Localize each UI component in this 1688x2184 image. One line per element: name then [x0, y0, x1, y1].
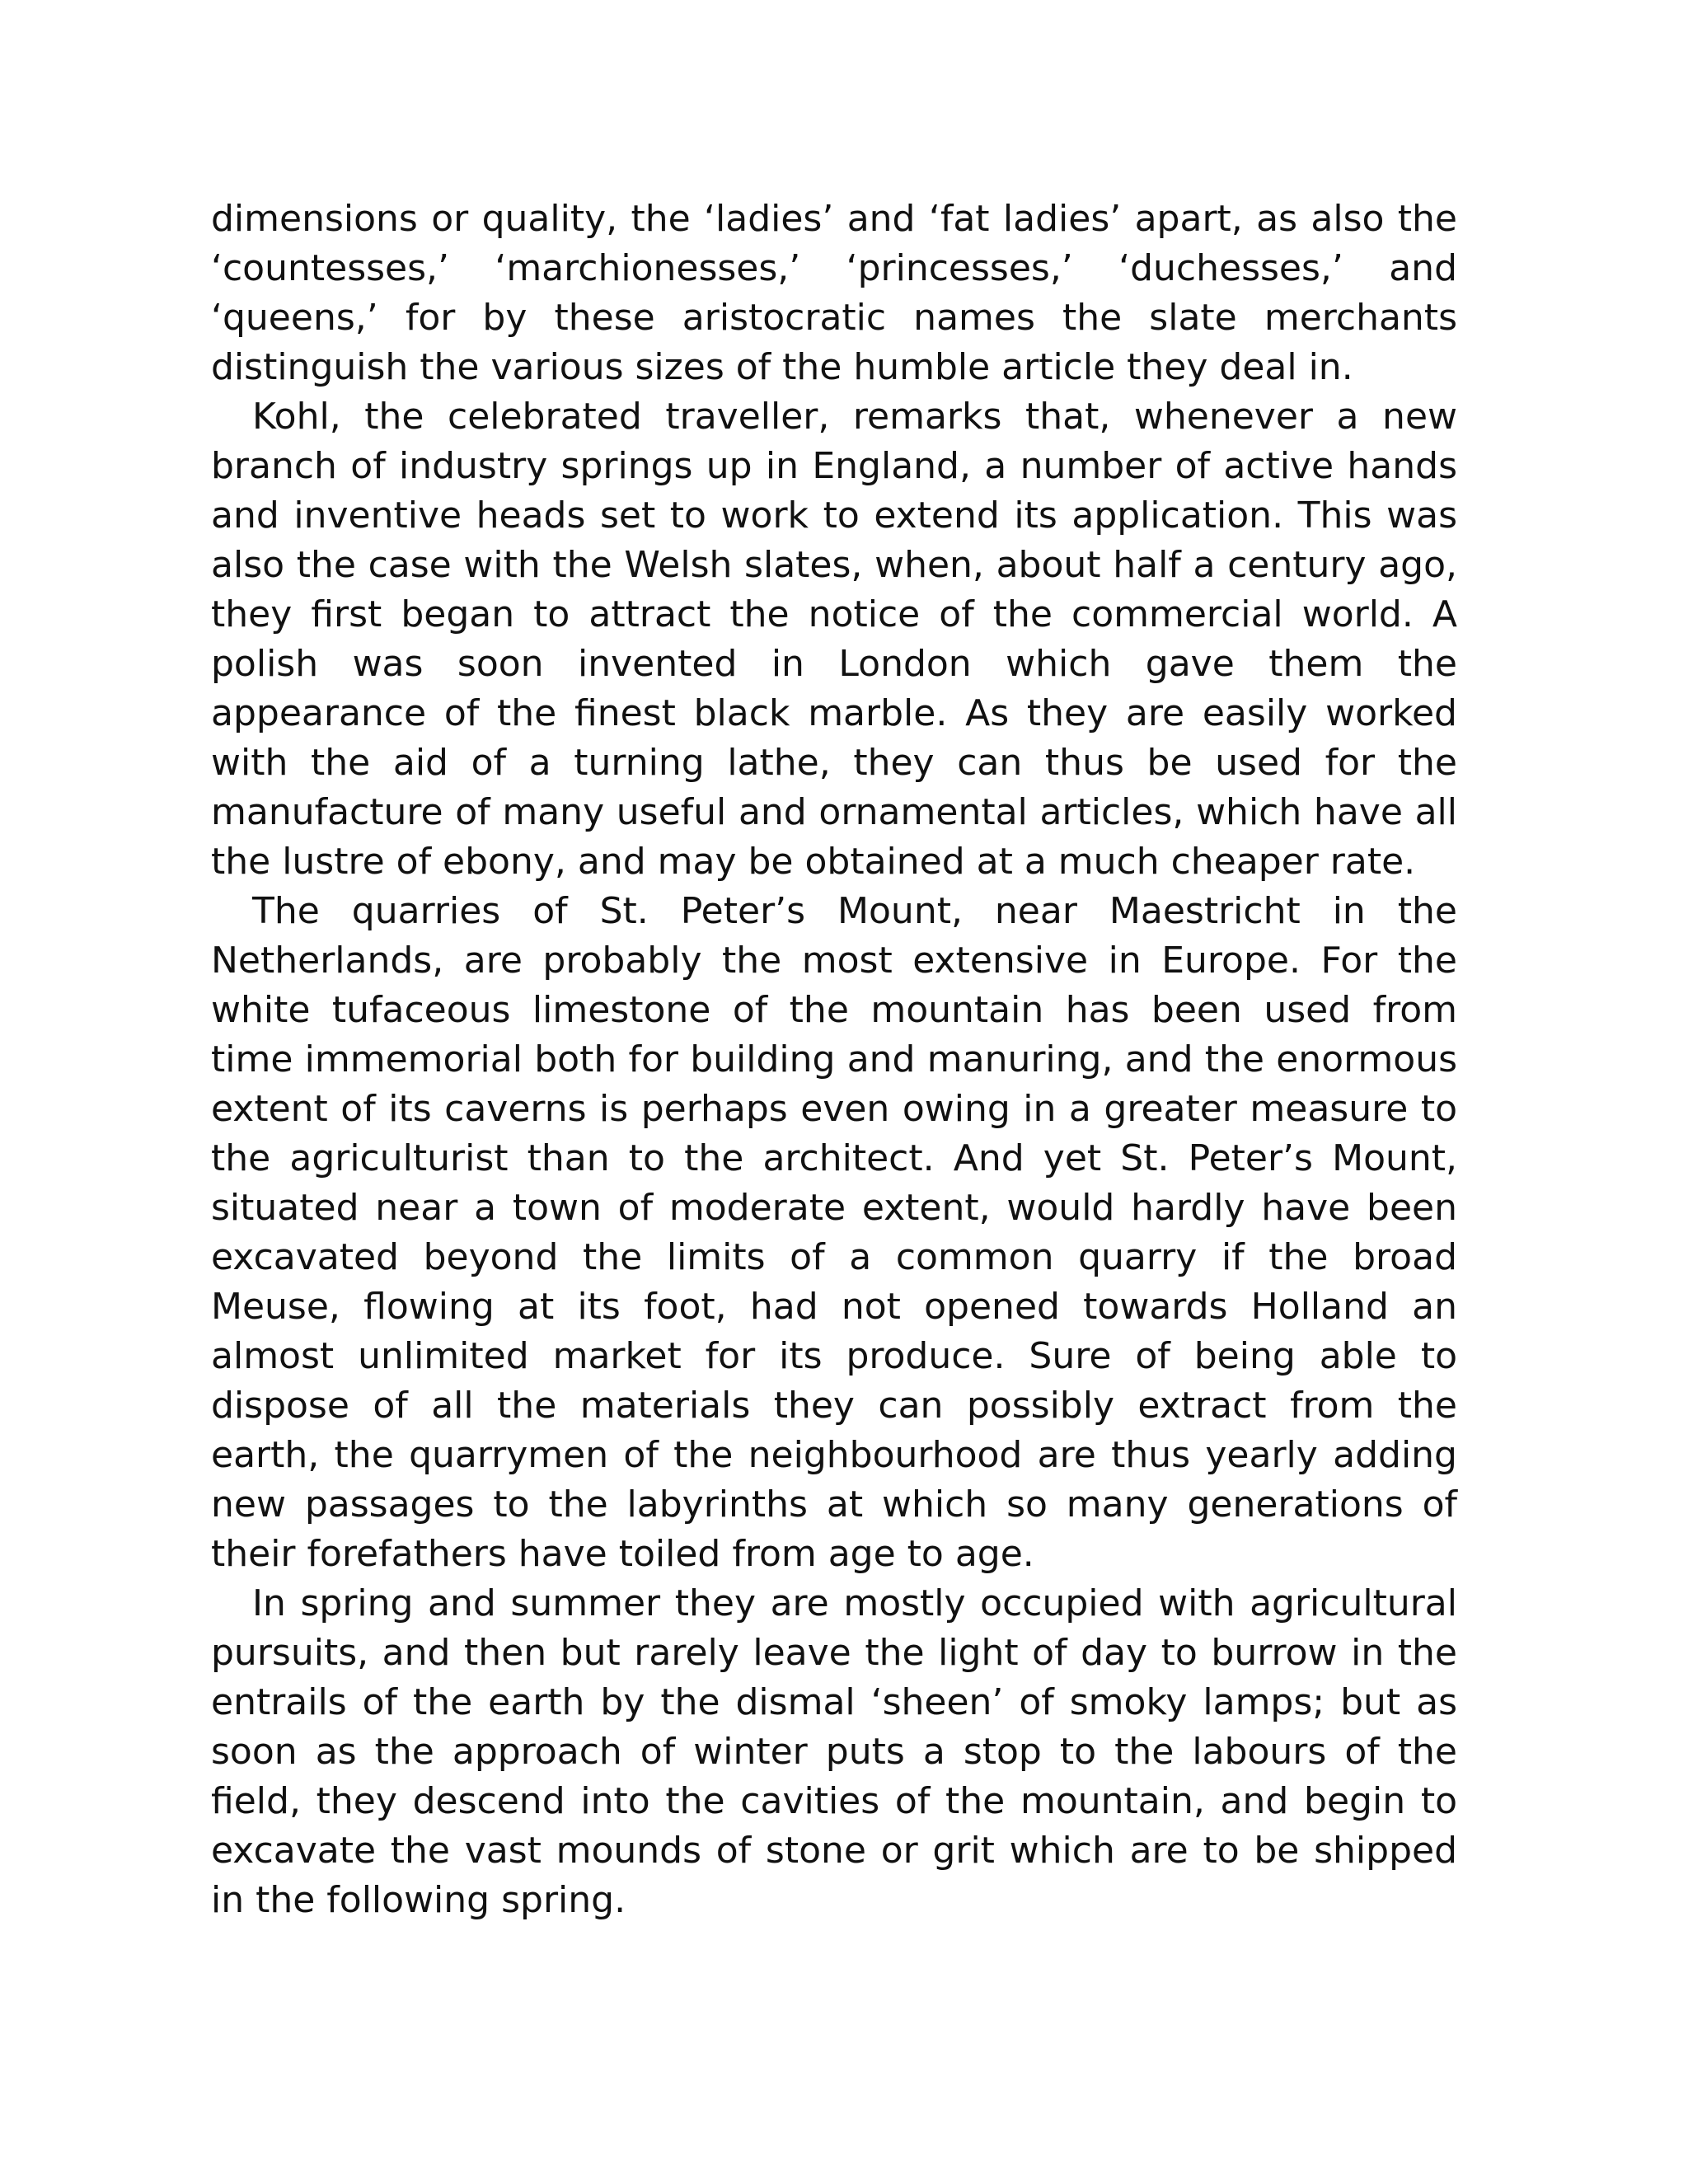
paragraph-kohl-slates: Kohl, the celebrated traveller, remarks that, whenever a new branch of industry springs up in England, a number of active hands and inventive heads set to work to extend its application. This was also the case with the Welsh slates, when, about half a century ago, they first began to attract the notice of the commercial world. A polish was soon invented in London which gave them the appearance of the finest black marble. As they are easily worked with the aid of a turning lathe, they can thus be used for the manufacture of many useful and ornamental articles, which have all the lustre of ebony, and may be obtained at a much cheaper rate. [211, 396, 1457, 883]
paragraph-continuation: dimensions or quality, the ‘ladies’ and ‘fat ladies’ apart, as also the ‘countesses,’ ‘marchionesses,’ ‘princesses,’ ‘duchesses,’ and ‘queens,’ for by these aristocratic names the slate merchants distinguish the various sizes of the humble article they deal in. [211, 198, 1457, 388]
body-text [211, 194, 1457, 1925]
paragraph-seasonal-work: In spring and summer they are mostly occupied with agricultural pursuits, and then but rarely leave the light of day to burrow in the entrails of the earth by the dismal ‘sheen’ of smoky lamps; but as soon as the approach of winter puts a stop to the labours of the field, they descend into the cavities of the mountain, and begin to excavate the vast mounds of stone or grit which are to be shipped in the following spring. [211, 1582, 1457, 1921]
paragraph-st-peters-mount: The quarries of St. Peter’s Mount, near Maestricht in the Netherlands, are probably the most extensive in Europe. For the white tufaceous limestone of the mountain has been used from time immemorial both for building and manuring, and the enormous extent of its caverns is perhaps even owing in a greater measure to the agriculturist than to the architect. And yet St. Peter’s Mount, situated near a town of moderate extent, would hardly have been excavated beyond the limits of a common quarry if the broad Meuse, flowing at its foot, had not opened towards Holland an almost unlimited market for its produce. Sure of being able to dispose of all the materials they can possibly extract from the earth, the quarrymen of the neighbourhood are thus yearly adding new passages to the labyrinths at which so many generations of their forefathers have toiled from age to age. [211, 890, 1457, 1575]
